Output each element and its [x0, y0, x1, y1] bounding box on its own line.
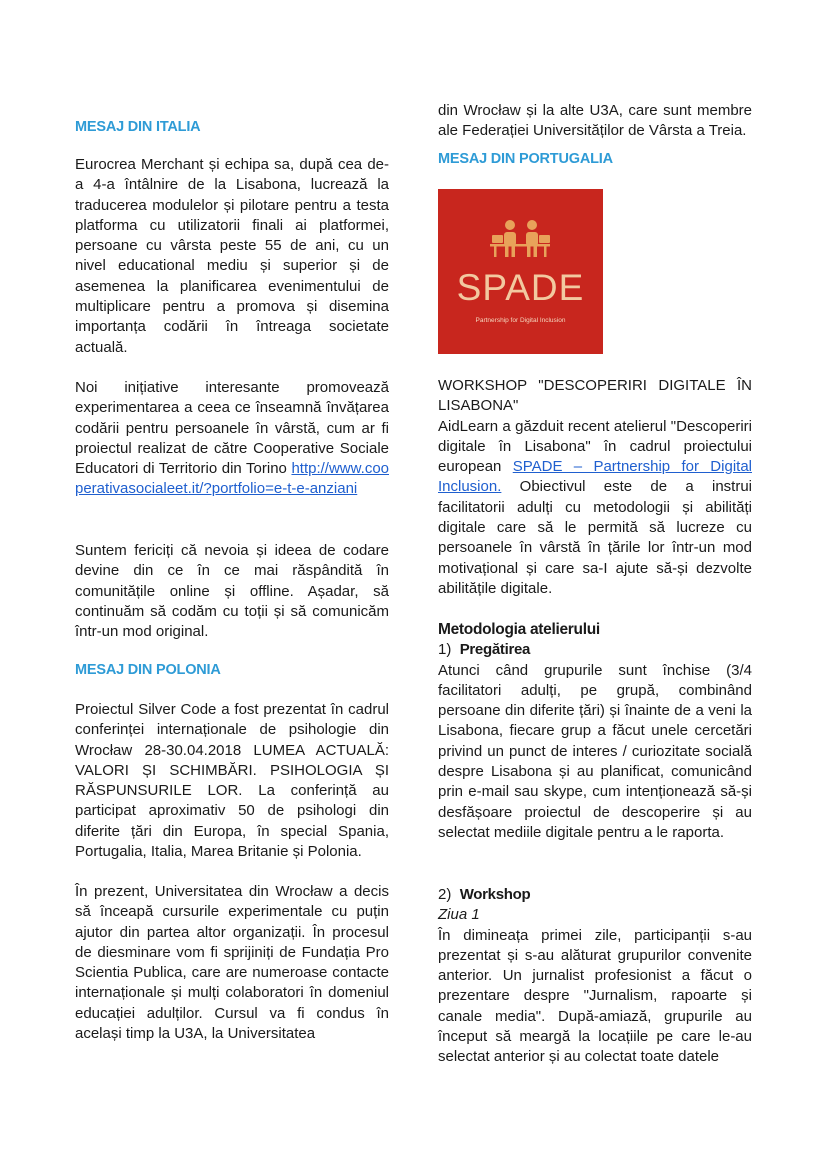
paragraph-continued [438, 101, 752, 142]
item-1-text: Atunci când grupurile sunt închise (3/4 facilitatori adulți, pe grupă, combinând persoane din diferite țări) și înainte de a veni la Lisabona, fiecare grup a făcut unele cercetări privind un punct de interes / curiozitate socială despre Lisabona și au planificat, comunicând prin e-mail sau skype, cum intenționează să-și desfășoare proiectul de descoperire și au selectat mediile digitale pentru a le raporta. [438, 661, 752, 841]
paragraph-text: din Wrocław și la alte U3A, care sunt membre ale Federației Universităților de Vârsta a Treia. [438, 102, 752, 140]
item-title: Workshop [459, 886, 531, 903]
ziua-label: Ziua 1 [438, 906, 480, 924]
workshop-intro [438, 417, 752, 600]
item-title: Pregătirea [459, 641, 531, 659]
spade-logo [438, 189, 603, 354]
paragraph-text-span: Obiectivul este de a instrui facilitatorii adulți cu metodologii și abilități digitale care să le permită să lucreze cu persoanele în vârstă în țările lor într-un mod motivațional și care sa-I ajute să-și dezvolte abilitățile digitale. [438, 478, 752, 597]
item-1-heading [438, 640, 752, 660]
heading-mesaj-portugalia: MESAJ DIN PORTUGALIA [438, 151, 613, 167]
metodologia-heading: Metodologia atelierului [438, 621, 600, 638]
heading-mesaj-polonia: MESAJ DIN POLONIA [75, 662, 221, 678]
paragraph-text-span: Noi inițiative interesante promovează experimentarea a ceea ce înseamnă învățarea codării pentru persoanele în vârstă, cum ar fi proiectul realizat de către Cooperative Sociale Educatori di Territorio din Torino [75, 379, 389, 478]
spade-logo-subtitle: Partnership for Digital Inclusion [475, 317, 566, 324]
paragraph-text: Proiectul Silver Code a fost prezentat în cadrul conferinței internaționale de psihologie din Wrocław 28-30.04.2018 LUMEA ACTUALĂ: VALORI ȘI SCHIMBĂRI. PSIHOLOGIA ȘI RĂSPUNSURILE LOR. La conferință au participat aproximativ 50 de psihologi din diferite țări din Europa, în special Spania, Portugalia, Italia, Marea Britanie și Polonia. [75, 701, 389, 861]
paragraph-text: În prezent, Universitatea din Wrocław a decis să înceapă cursurile experimentale cu puțin ajutor din partea altor organizații. În procesul de diesminare vom fi sprijiniți de Fundația Pro Scientia Publica, care are numeroase contacte internaționale și mulți colaboratori în domeniul educației adulților. Cursul va fi condus în același timp la U3A, la Universitatea [75, 883, 389, 1043]
paragraph-polonia-1 [75, 700, 389, 862]
metodologia-section [438, 620, 752, 843]
paragraph-text [75, 378, 389, 500]
paragraph-italia-2 [75, 378, 389, 500]
paragraph-italia-1 [75, 155, 389, 358]
cooperativa-link[interactable]: http://www.cooperativasocialeet.it/?portfolio=e-t-e-anziani [75, 460, 389, 498]
people-at-computer-icon [438, 189, 603, 269]
item-2-heading [438, 885, 752, 905]
workshop-section [438, 376, 752, 599]
workshop-title: WORKSHOP "DESCOPERIRI DIGITALE ÎN LISABONA" [438, 377, 752, 415]
item-number: 1) [438, 641, 452, 659]
paragraph-polonia-2 [75, 882, 389, 1044]
spade-logo-text: SPADE [456, 267, 585, 308]
item-number: 2) [438, 886, 452, 903]
workshop-item-section [438, 885, 752, 1068]
paragraph-italia-3 [75, 541, 389, 642]
spade-link[interactable]: SPADE – Partnership for Digital Inclusion. [438, 458, 752, 496]
heading-mesaj-italia: MESAJ DIN ITALIA [75, 119, 201, 135]
paragraph-text-span: AidLearn a găzduit recent atelierul "Descoperiri digitale în Lisabona" în cadrul proiectului european [438, 417, 752, 476]
paragraph-text: Eurocrea Merchant și echipa sa, după cea de-a 4-a întâlnire de la Lisabona, lucrează la traducerea modulelor și pilotare pentru a testa platforma cu utilizatorii finali ai platformei, persoane cu vârsta peste 55 de ani, cu un nivel educational mediu și superior și de asemenea la planificarea evenimentului de multiplicare pentru a promova și disemina importanța codării în întreaga societate actuală. [75, 156, 389, 356]
paragraph-text: Suntem fericiți că nevoia și ideea de codare devine din ce în ce mai răspândită în comunitățile online și offline. Așadar, să continuăm să codăm cu toții și să comunicăm într-un mod original. [75, 542, 389, 641]
item-2-text: În dimineața primei zile, participanții s-au prezentat și s-au alăturat grupurilor convenite anterior. Un jurnalist profesionist a făcut o prezentare despre "Jurnalism, rapoarte și canale media". După-amiază, grupurile au început să meargă la locațiile pe care le-au selectat anterior și au colectat toate datele [438, 926, 752, 1066]
